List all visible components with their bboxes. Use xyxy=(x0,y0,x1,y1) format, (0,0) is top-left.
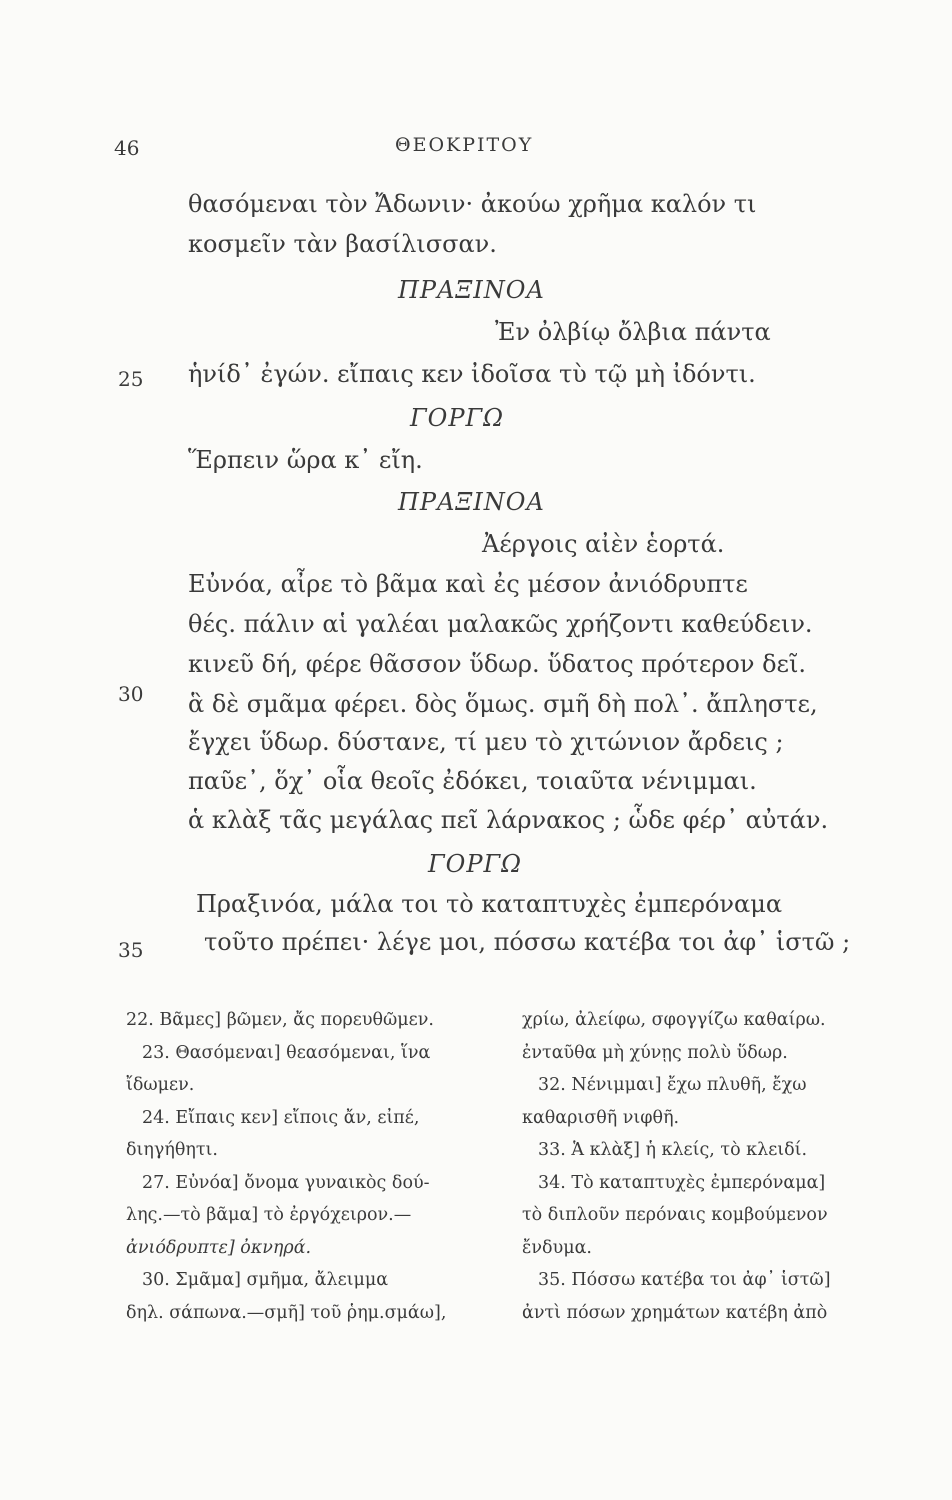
note-line: 23. Θασόμεναι] θεασόμεναι, ἵνα xyxy=(142,1042,431,1063)
text-line: θές. πάλιν αἱ γαλέαι μαλακῶς χρήζοντι καθεύδειν. xyxy=(188,610,813,638)
note-line: δηλ. σάπωνα.—σμῆ] τοῦ ῥημ.σμάω], xyxy=(126,1302,447,1323)
note-line: 33. Ἁ κλὰξ] ἡ κλείς, τὸ κλειδί. xyxy=(538,1140,808,1160)
note-line: ἔνδυμα. xyxy=(522,1237,592,1258)
note-line: 27. Εὐνόα] ὄνομα γυναικὸς δού- xyxy=(142,1172,430,1193)
text-line: παῦε᾽, ὅχ᾽ οἷα θεοῖς ἐδόκει, τοιαῦτα νένιμμαι. xyxy=(188,767,757,795)
text-line: Ἕρπειν ὥρα κ᾽ εἴη. xyxy=(188,446,423,474)
note-line: χρίω, ἀλείφω, σφογγίζω καθαίρω. xyxy=(522,1010,826,1030)
speaker-heading: ΠΡΑΞΙΝΟΑ xyxy=(398,488,545,516)
speaker-heading: ΠΡΑΞΙΝΟΑ xyxy=(398,276,545,304)
note-line: ἀντὶ πόσων χρημάτων κατέβη ἀπὸ xyxy=(522,1302,828,1323)
text-line: κινεῦ δή, φέρε θᾶσσον ὕδωρ. ὕδατος πρότερον δεῖ. xyxy=(188,650,806,678)
note-line: 34. Τὸ καταπτυχὲς ἐμπερόναμα] xyxy=(538,1172,826,1193)
text-line: Εὐνόα, αἶρε τὸ βᾶμα καὶ ἐς μέσον ἀνιόδρυπτε xyxy=(188,570,748,598)
note-line: 22. Βᾶμες] βῶμεν, ἄς πορευθῶμεν. xyxy=(126,1010,434,1030)
note-line: 24. Εἴπαις κεν] εἴποις ἄν, εἰπέ, xyxy=(142,1107,420,1128)
note-line: 32. Νένιμμαι] ἔχω πλυθῆ, ἔχω xyxy=(538,1075,807,1095)
text-line: τοῦτο πρέπει· λέγε μοι, πόσσω κατέβα τοι ἀφ᾽ ἱστῶ ; xyxy=(204,928,851,956)
text-line: ἃ δὲ σμᾶμα φέρει. δὸς ὅμως. σμῆ δὴ πολ᾽. ἄπληστε, xyxy=(188,690,818,718)
notes-left-column xyxy=(126,1004,486,1329)
text-line: ἔγχει ὕδωρ. δύστανε, τί μευ τὸ χιτώνιον ἄρδεις ; xyxy=(188,728,784,756)
speaker-heading: ΓΟΡΓΩ xyxy=(428,850,523,878)
note-line: ἴδωμεν. xyxy=(126,1075,195,1095)
page-number: 46 xyxy=(114,136,140,160)
text-line: ἁ κλὰξ τᾶς μεγάλας πεῖ λάρνακος ; ὧδε φέρ᾽ αὐτάν. xyxy=(188,806,829,834)
note-line: 30. Σμᾶμα] σμῆμα, ἄλειμμα xyxy=(142,1270,389,1290)
speaker-heading: ΓΟΡΓΩ xyxy=(410,404,505,432)
text-line: κοσμεῖν τὰν βασίλισσαν. xyxy=(188,230,497,258)
note-line: διηγήθητι. xyxy=(126,1140,218,1160)
note-line: ἀνιόδρυπτε] ὀκνηρά. xyxy=(126,1237,312,1258)
text-line: ἡνίδ᾽ ἐγών. εἴπαις κεν ἰδοῖσα τὺ τῷ μὴ ἰδόντι. xyxy=(188,360,756,388)
note-line: λης.—τὸ βᾶμα] τὸ ἐργόχειρον.— xyxy=(126,1205,412,1225)
line-number: 30 xyxy=(118,682,144,706)
note-line: ἐνταῦθα μὴ χύνῃς πολὺ ὕδωρ. xyxy=(522,1042,788,1063)
text-line: Ἐν ὀλβίῳ ὄλβια πάντα xyxy=(495,318,771,346)
text-line: Ἀέργοις αἰὲν ἑορτά. xyxy=(482,530,725,558)
note-line: καθαρισθῆ νιφθῆ. xyxy=(522,1107,680,1128)
text-line: θασόμεναι τὸν Ἄδωνιν· ἀκούω χρῆμα καλόν τι xyxy=(188,190,757,218)
note-line: τὸ διπλοῦν περόναις κομβούμενον xyxy=(522,1205,828,1225)
notes-right-column xyxy=(522,1004,882,1329)
note-line: 35. Πόσσω κατέβα τοι ἀφ᾽ ἱστῶ] xyxy=(538,1270,831,1290)
running-head: ΘΕΟΚΡΙΤΟΥ xyxy=(395,134,534,156)
line-number: 25 xyxy=(118,367,144,391)
line-number: 35 xyxy=(118,938,144,962)
text-line: Πραξινόα, μάλα τοι τὸ καταπτυχὲς ἐμπερόναμα xyxy=(196,890,783,918)
